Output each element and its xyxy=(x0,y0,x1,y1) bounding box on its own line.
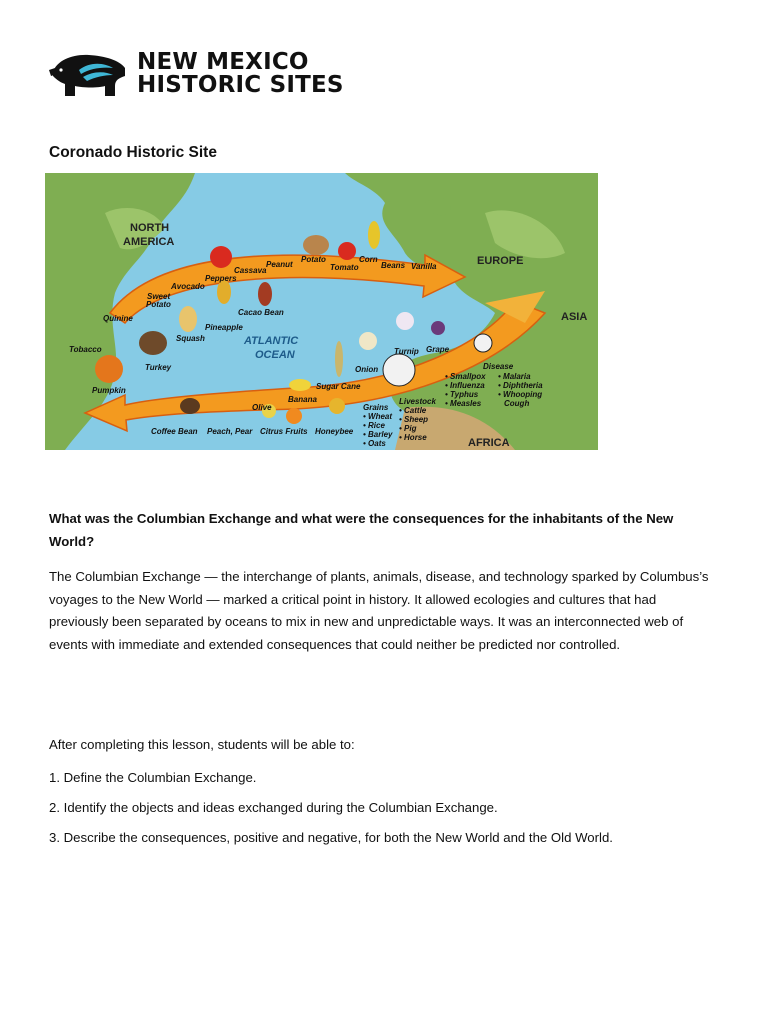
svg-text:• Smallpox: • Smallpox xyxy=(445,372,486,381)
svg-text:Potato: Potato xyxy=(301,255,326,264)
svg-text:Squash: Squash xyxy=(176,334,205,343)
svg-text:Onion: Onion xyxy=(355,365,379,374)
svg-text:• Malaria: • Malaria xyxy=(498,372,531,381)
svg-text:• Diphtheria: • Diphtheria xyxy=(498,381,543,390)
svg-text:Disease: Disease xyxy=(483,362,514,371)
svg-text:• Typhus: • Typhus xyxy=(445,390,479,399)
label-north-america: NORTH xyxy=(130,222,170,234)
svg-text:Pumpkin: Pumpkin xyxy=(92,386,126,395)
svg-text:• Horse: • Horse xyxy=(399,433,427,442)
intro-paragraph: The Columbian Exchange — the interchange of plants, animals, disease, and technology sparked by Columbus’s voyages to the New World — marked a critical point in history. It allowed ecologies and cultures that had previously been separated by oceans to mix in new and unpredictable ways. It was an interconnected web of events with immediate and extended consequences that could neither be predicted nor controlled. xyxy=(49,569,709,652)
logo-line-2: HISTORIC SITES xyxy=(137,72,344,98)
bear-icon xyxy=(49,50,127,98)
svg-text:Sweet: Sweet xyxy=(147,292,171,301)
svg-text:Turnip: Turnip xyxy=(394,347,419,356)
svg-text:Sugar Cane: Sugar Cane xyxy=(316,382,361,391)
svg-text:Tobacco: Tobacco xyxy=(69,345,102,354)
objective-item: 2. Identify the objects and ideas exchanged during the Columbian Exchange. xyxy=(49,800,498,815)
objective-item: 3. Describe the consequences, positive and negative, for both the New World and the Old World. xyxy=(49,830,613,845)
page-title: Coronado Historic Site xyxy=(49,144,217,161)
svg-text:• Influenza: • Influenza xyxy=(445,381,485,390)
svg-text:• Rice: • Rice xyxy=(363,421,385,430)
svg-text:• Measles: • Measles xyxy=(445,399,482,408)
svg-text:OCEAN: OCEAN xyxy=(255,349,295,361)
svg-text:Peanut: Peanut xyxy=(266,260,293,269)
label-ocean: ATLANTIC xyxy=(244,335,299,347)
lesson-question: What was the Columbian Exchange and what were the consequences for the inhabitants of the New World? xyxy=(49,511,674,549)
svg-text:Corn: Corn xyxy=(359,255,378,264)
svg-text:Olive: Olive xyxy=(252,403,272,412)
logo-line-1: NEW MEXICO xyxy=(137,49,309,75)
svg-text:Cough: Cough xyxy=(504,399,530,408)
svg-text:Pineapple: Pineapple xyxy=(205,323,243,332)
columbian-exchange-map xyxy=(45,173,598,450)
svg-text:Potato: Potato xyxy=(146,300,171,309)
svg-text:Banana: Banana xyxy=(288,395,317,404)
svg-text:Cacao Bean: Cacao Bean xyxy=(238,308,284,317)
svg-text:Livestock: Livestock xyxy=(399,397,436,406)
svg-text:Honeybee: Honeybee xyxy=(315,427,354,436)
label-africa: AFRICA xyxy=(468,437,510,449)
svg-text:Turkey: Turkey xyxy=(145,363,172,372)
svg-text:• Sheep: • Sheep xyxy=(399,415,429,424)
svg-text:Vanilla: Vanilla xyxy=(411,262,437,271)
svg-text:Peppers: Peppers xyxy=(205,274,237,283)
label-europe: EUROPE xyxy=(477,255,524,267)
svg-text:• Pig: • Pig xyxy=(399,424,417,433)
svg-text:Tomato: Tomato xyxy=(330,263,359,272)
svg-text:• Cattle: • Cattle xyxy=(399,406,427,415)
objectives-intro: After completing this lesson, students will be able to: xyxy=(49,737,355,752)
svg-text:Grains: Grains xyxy=(363,403,389,412)
label-asia: ASIA xyxy=(561,311,588,323)
svg-text:AMERICA: AMERICA xyxy=(123,236,175,248)
svg-text:• Oats: • Oats xyxy=(363,439,386,448)
logo xyxy=(49,48,344,100)
svg-text:Cassava: Cassava xyxy=(234,266,267,275)
svg-text:Quinine: Quinine xyxy=(103,314,133,323)
svg-text:• Wheat: • Wheat xyxy=(363,412,393,421)
svg-text:Avocado: Avocado xyxy=(171,282,205,291)
svg-text:• Barley: • Barley xyxy=(363,430,393,439)
svg-text:Coffee Bean: Coffee Bean xyxy=(151,427,198,436)
svg-text:Peach, Pear: Peach, Pear xyxy=(207,427,253,436)
svg-text:• Whooping: • Whooping xyxy=(498,390,543,399)
svg-text:Grape: Grape xyxy=(426,345,450,354)
svg-text:Citrus Fruits: Citrus Fruits xyxy=(260,427,308,436)
objective-item: 1. Define the Columbian Exchange. xyxy=(49,770,257,785)
svg-text:Beans: Beans xyxy=(381,261,406,270)
